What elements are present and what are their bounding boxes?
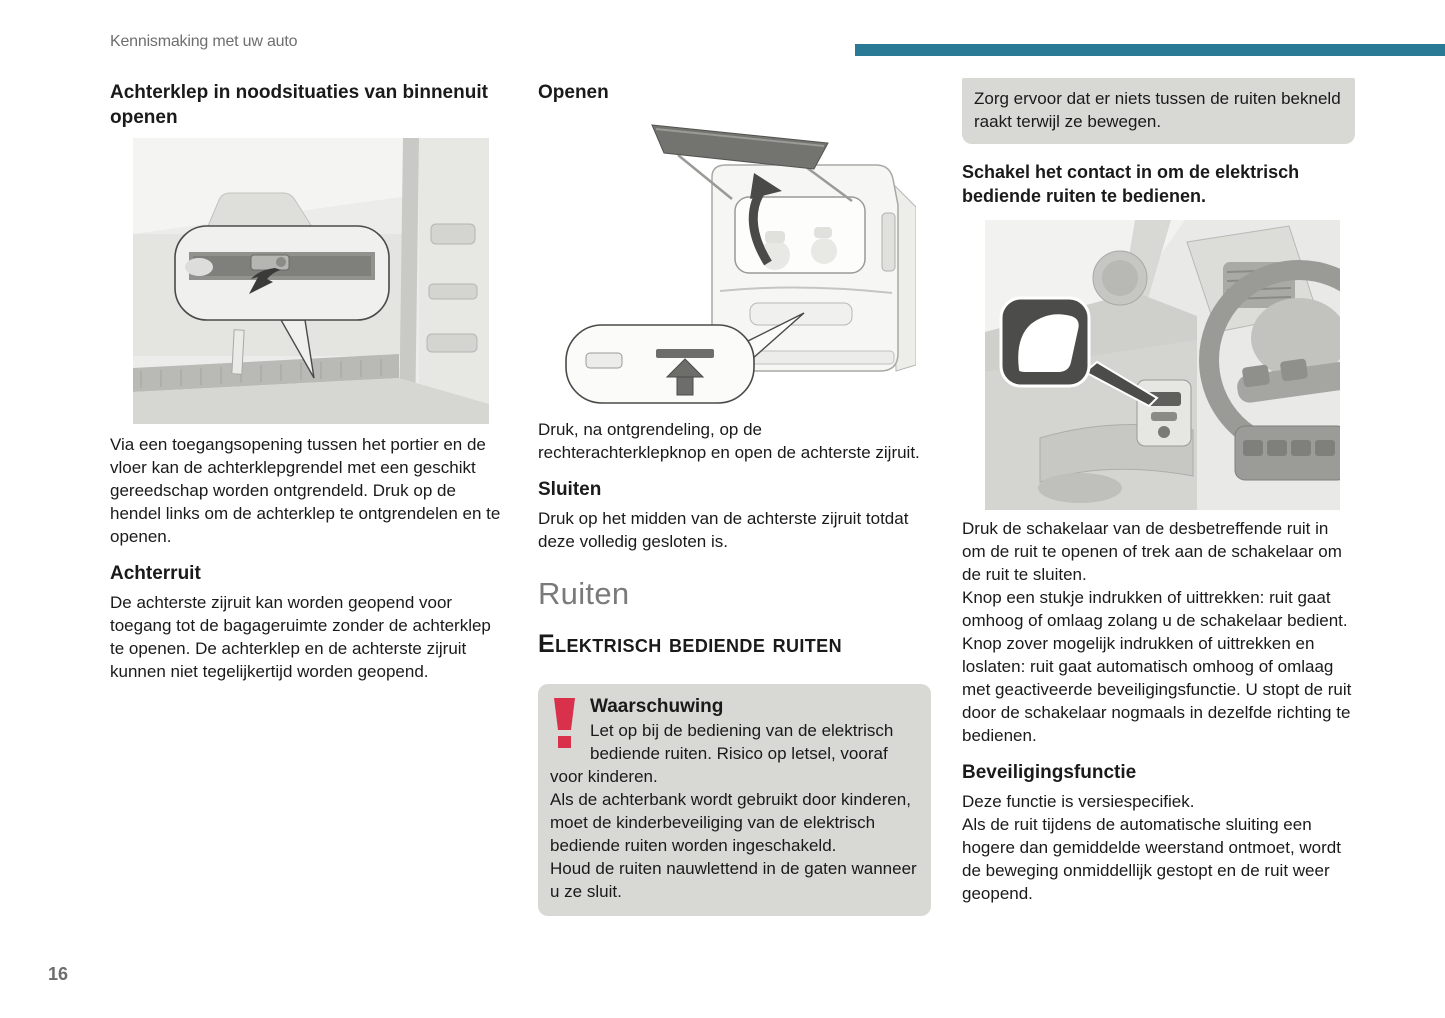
note-box bbox=[962, 78, 1355, 144]
para-safety-1: Deze functie is versiespecifiek. bbox=[962, 792, 1195, 811]
warning-exclamation-icon bbox=[552, 698, 577, 750]
page-header-title: Kennismaking met uw auto bbox=[110, 33, 298, 50]
para-switch-2: Knop een stukje indrukken of uittrekken: ruit gaat omhoog of omlaag zolang u de schakelaar bedient. bbox=[962, 588, 1348, 630]
warning-title: Waarschuwing bbox=[590, 696, 724, 717]
subheading-beveiligingsfunctie: Beveiligingsfunctie bbox=[962, 762, 1137, 783]
figure-window-switch-location bbox=[985, 220, 1355, 510]
warning-box bbox=[538, 684, 931, 916]
section-title-ruiten: Ruiten bbox=[538, 576, 630, 611]
para-openen: Druk, na ontgrendeling, op de rechterachterklepknop en open de achterste zijruit. bbox=[538, 420, 920, 462]
page-number: 16 bbox=[48, 964, 69, 984]
warning-para-1: Let op bij de bediening van de elektrisch bediende ruiten. Risico op letsel, vooraf voor kinderen. bbox=[550, 721, 894, 786]
switch-instructions bbox=[962, 517, 1355, 747]
note-text: Zorg ervoor dat er niets tussen de ruiten bekneld raakt terwijl ze bewegen. bbox=[974, 89, 1341, 131]
subsection-title-elektrische-ruiten: Elektrisch bediende ruiten bbox=[538, 630, 842, 658]
column-middle bbox=[538, 80, 931, 916]
safety-function-text bbox=[962, 790, 1355, 905]
warning-para-2: Als de achterbank wordt gebruikt door kinderen, moet de kinderbeveiliging van de elektrisch bediende ruiten worden ingeschakeld. bbox=[550, 790, 911, 855]
warning-para-3: Houd de ruiten nauwlettend in de gaten wanneer u ze sluit. bbox=[550, 859, 917, 901]
heading-openen: Openen bbox=[538, 82, 609, 103]
figure-tailgate-emergency-release bbox=[133, 138, 503, 424]
column-left bbox=[110, 80, 503, 683]
column-right bbox=[962, 78, 1355, 905]
heading-achterklep-noodsituaties: Achterklep in noodsituaties van binnenuit openen bbox=[110, 82, 488, 128]
subheading-sluiten: Sluiten bbox=[538, 479, 602, 500]
para-achterruit: De achterste zijruit kan worden geopend voor toegang tot de bagageruimte zonder de achterklep te openen. De achterklep en de achterste zijruit kunnen niet tegelijkertijd worden geopend. bbox=[110, 593, 491, 681]
bold-note-contact: Schakel het contact in om de elektrisch bediende ruiten te bedienen. bbox=[962, 162, 1300, 206]
accent-bar bbox=[855, 44, 1445, 56]
para-switch-3: Knop zover mogelijk indrukken of uittrekken en loslaten: ruit gaat automatisch omhoog of omlaag met geactiveerde beveiligingsfunctie. U stopt de ruit door de schakelaar nogmaals in dezelfde richting te bedienen. bbox=[962, 634, 1352, 745]
para-switch-1: Druk de schakelaar van de desbetreffende ruit in om de ruit te openen of trek aan de schakelaar om de ruit te sluiten. bbox=[962, 519, 1342, 584]
para-safety-2: Als de ruit tijdens de automatische sluiting een hogere dan gemiddelde weerstand ontmoet, wordt de beweging onmiddellijk gestopt en de ruit weer geopend. bbox=[962, 815, 1341, 903]
figure-rear-window-opening bbox=[560, 113, 931, 409]
para-sluiten: Druk op het midden van de achterste zijruit totdat deze volledig gesloten is. bbox=[538, 509, 909, 551]
subheading-achterruit: Achterruit bbox=[110, 563, 201, 584]
para-emergency-release: Via een toegangsopening tussen het portier en de vloer kan de achterklepgrendel met een geschikt gereedschap worden ontgrendeld. Druk op de hendel links om de achterklep te ontgrendelen en te openen. bbox=[110, 435, 501, 546]
